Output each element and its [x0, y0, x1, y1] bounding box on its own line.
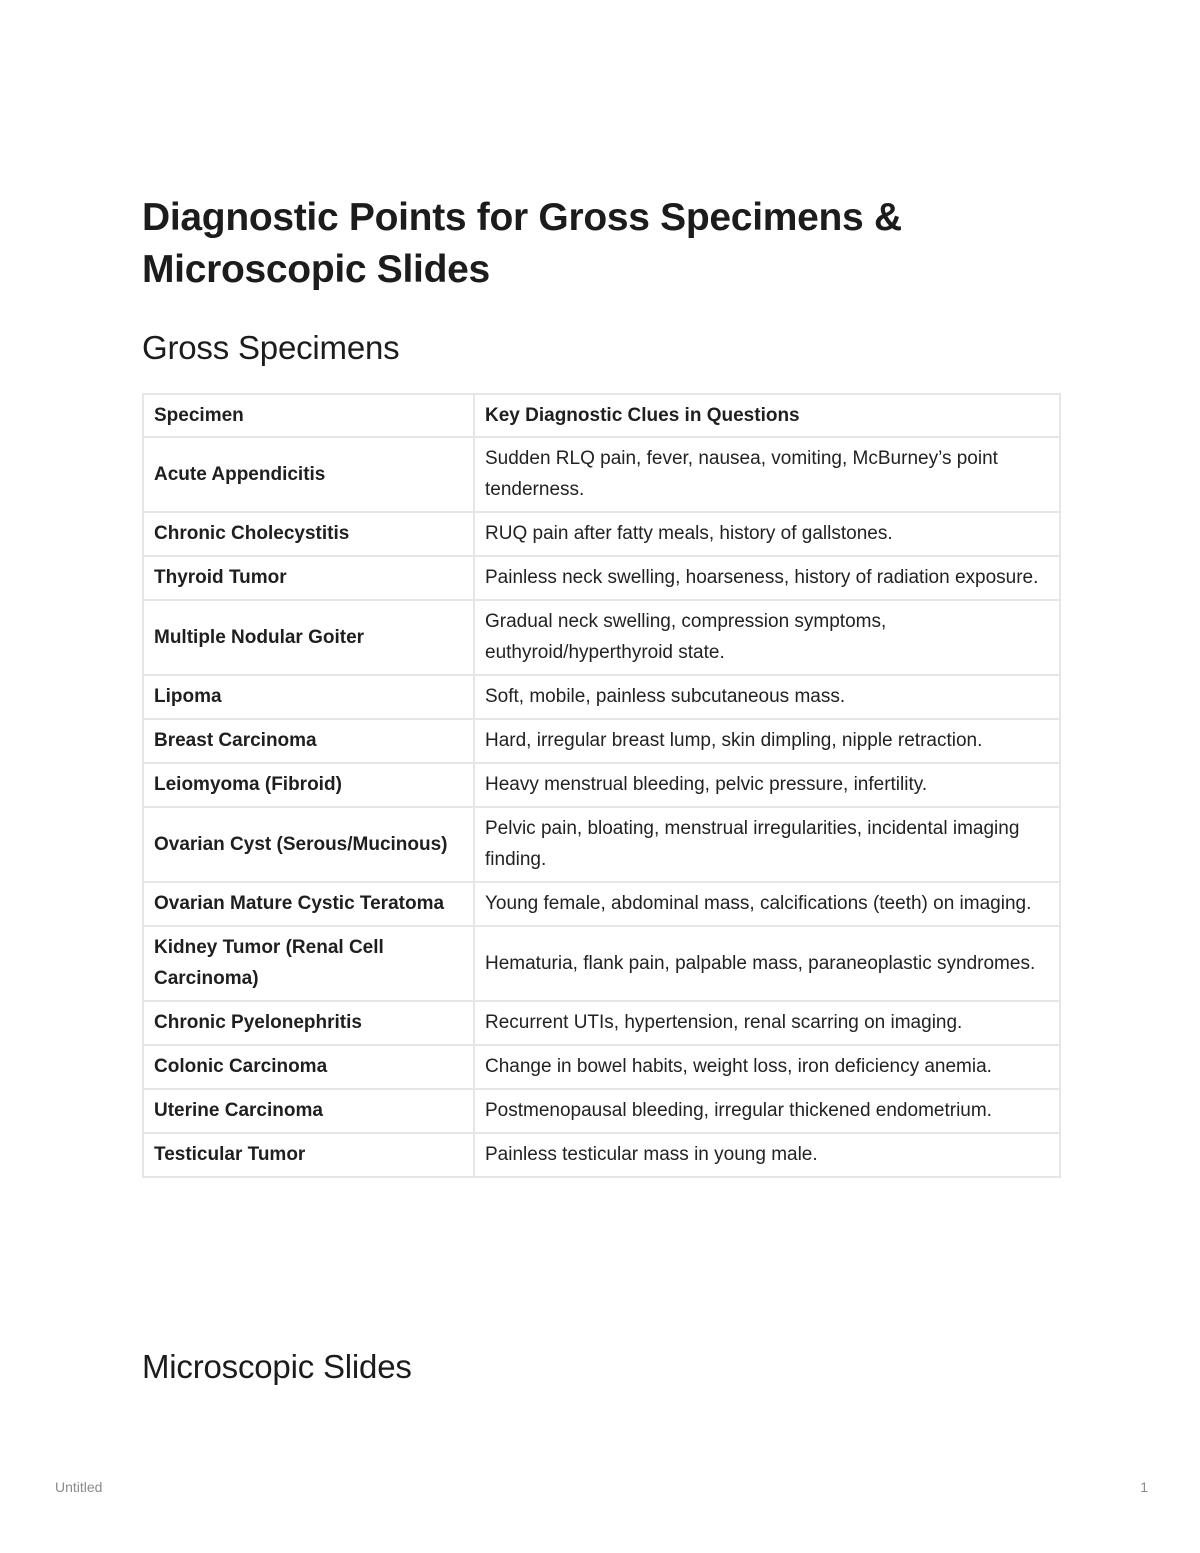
footer-document-name: Untitled: [55, 1479, 103, 1495]
table-row: [143, 512, 1060, 556]
clues-cell: Heavy menstrual bleeding, pelvic pressure, infertility.: [474, 763, 1060, 807]
table-row: [143, 1001, 1060, 1045]
clues-cell: Gradual neck swelling, compression symptoms, euthyroid/hyperthyroid state.: [474, 600, 1060, 675]
specimen-cell: Uterine Carcinoma: [143, 1089, 474, 1133]
specimen-cell: Thyroid Tumor: [143, 556, 474, 600]
table-row: [143, 1045, 1060, 1089]
specimen-cell: Chronic Pyelonephritis: [143, 1001, 474, 1045]
specimen-cell: Chronic Cholecystitis: [143, 512, 474, 556]
document-title: Diagnostic Points for Gross Specimens & Microscopic Slides: [142, 196, 902, 291]
clues-cell: Sudden RLQ pain, fever, nausea, vomiting, McBurney’s point tenderness.: [474, 437, 1060, 512]
specimen-cell: Colonic Carcinoma: [143, 1045, 474, 1089]
table-row: [143, 1089, 1060, 1133]
clues-cell: Young female, abdominal mass, calcifications (teeth) on imaging.: [474, 882, 1060, 926]
specimen-cell: Breast Carcinoma: [143, 719, 474, 763]
column-header-specimen: Specimen: [143, 394, 474, 437]
column-header-clues: Key Diagnostic Clues in Questions: [474, 394, 1060, 437]
table-row: [143, 437, 1060, 512]
table-row: [143, 807, 1060, 882]
clues-cell: Postmenopausal bleeding, irregular thickened endometrium.: [474, 1089, 1060, 1133]
specimen-cell: Ovarian Mature Cystic Teratoma: [143, 882, 474, 926]
footer-page-number: 1: [1140, 1479, 1148, 1495]
section-heading-gross-specimens: Gross Specimens: [142, 329, 400, 366]
table-row: [143, 556, 1060, 600]
specimen-cell: Kidney Tumor (Renal Cell Carcinoma): [143, 926, 474, 1001]
clues-cell: RUQ pain after fatty meals, history of gallstones.: [474, 512, 1060, 556]
specimen-cell: Testicular Tumor: [143, 1133, 474, 1177]
clues-cell: Painless testicular mass in young male.: [474, 1133, 1060, 1177]
table-header-row: [143, 394, 1060, 437]
section-heading-microscopic-slides: Microscopic Slides: [142, 1348, 412, 1385]
table-row: [143, 1133, 1060, 1177]
clues-cell: Recurrent UTIs, hypertension, renal scarring on imaging.: [474, 1001, 1060, 1045]
specimen-cell: Acute Appendicitis: [143, 437, 474, 512]
table-row: [143, 763, 1060, 807]
specimen-cell: Leiomyoma (Fibroid): [143, 763, 474, 807]
clues-cell: Hematuria, flank pain, palpable mass, paraneoplastic syndromes.: [474, 926, 1060, 1001]
specimen-cell: Ovarian Cyst (Serous/Mucinous): [143, 807, 474, 882]
clues-cell: Painless neck swelling, hoarseness, history of radiation exposure.: [474, 556, 1060, 600]
table-row: [143, 600, 1060, 675]
gross-specimens-table: [142, 393, 1061, 1178]
table-row: [143, 719, 1060, 763]
specimen-cell: Multiple Nodular Goiter: [143, 600, 474, 675]
clues-cell: Pelvic pain, bloating, menstrual irregularities, incidental imaging finding.: [474, 807, 1060, 882]
specimen-cell: Lipoma: [143, 675, 474, 719]
clues-cell: Change in bowel habits, weight loss, iron deficiency anemia.: [474, 1045, 1060, 1089]
table-row: [143, 926, 1060, 1001]
table-row: [143, 882, 1060, 926]
clues-cell: Soft, mobile, painless subcutaneous mass.: [474, 675, 1060, 719]
table-row: [143, 675, 1060, 719]
clues-cell: Hard, irregular breast lump, skin dimpling, nipple retraction.: [474, 719, 1060, 763]
